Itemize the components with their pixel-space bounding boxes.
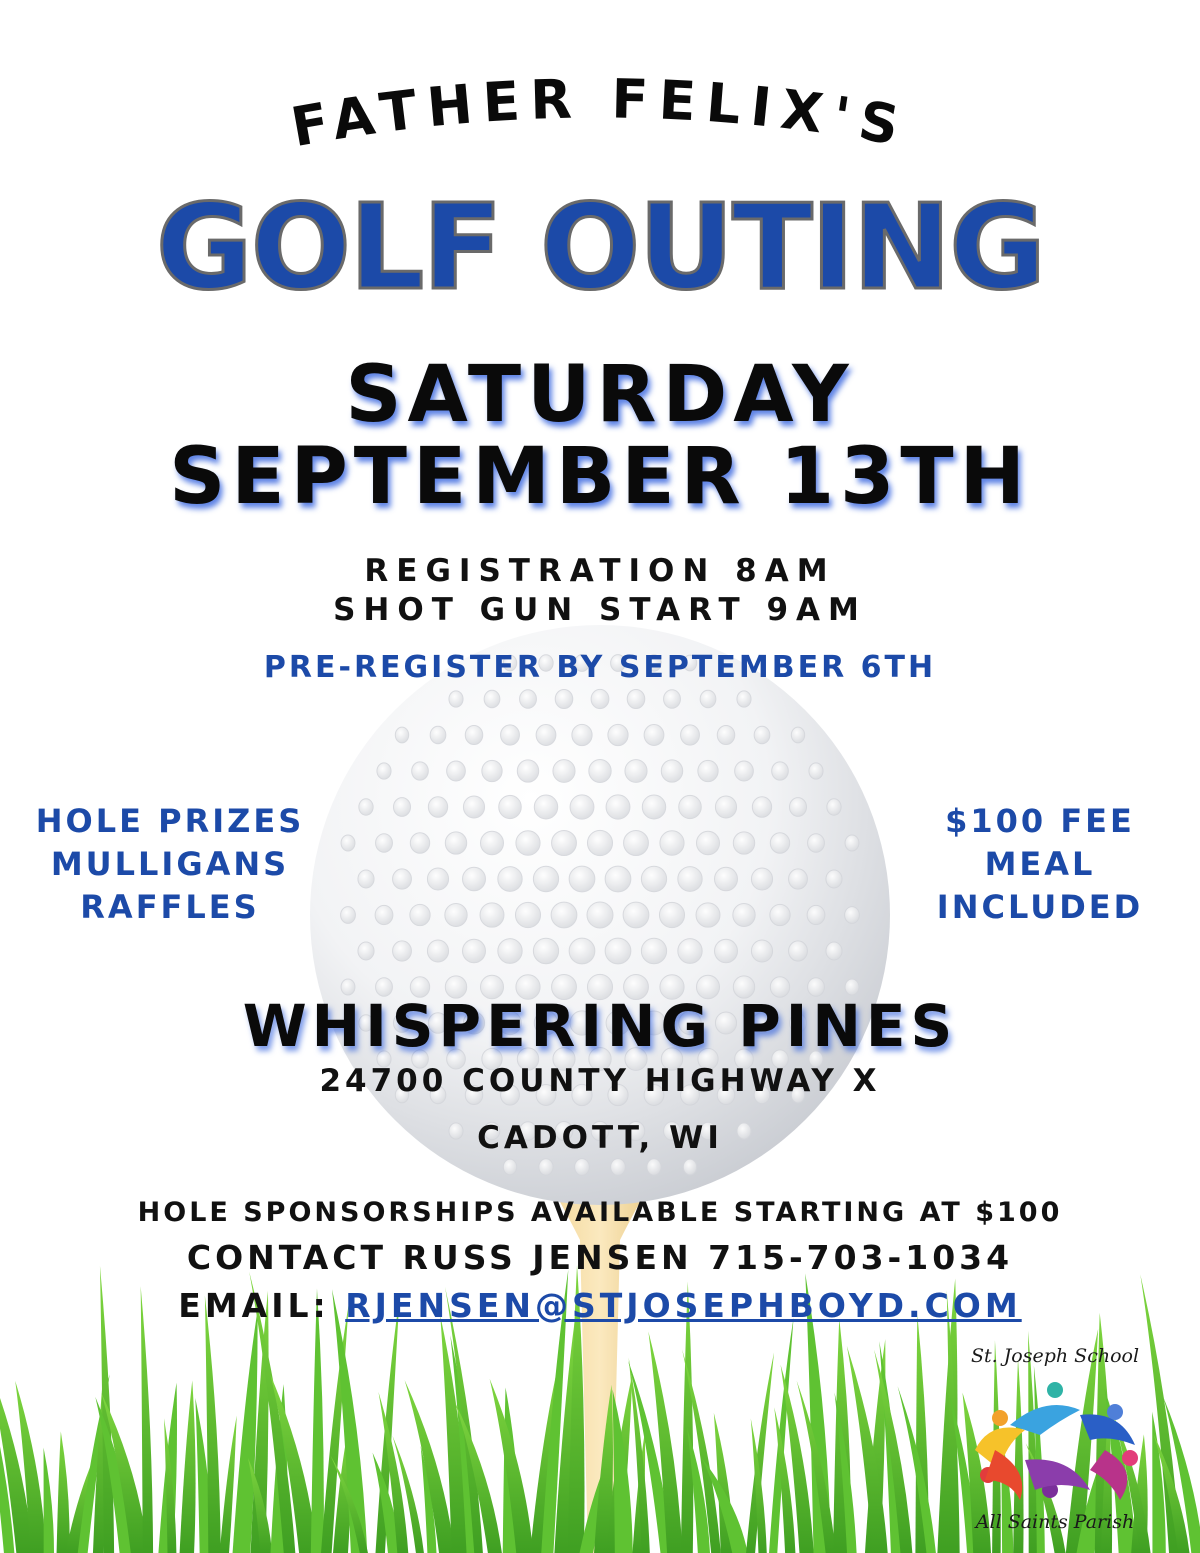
ball-dimple (679, 795, 702, 818)
ball-dimple (465, 725, 483, 744)
ball-dimple (358, 870, 374, 888)
ball-dimple (445, 903, 467, 926)
ball-dimple (770, 904, 790, 925)
ball-dimple (642, 795, 665, 819)
ball-dimple (484, 690, 500, 708)
ball-dimple (733, 903, 755, 926)
svg-text:FATHER FELIX'S: FATHER FELIX'S (286, 67, 914, 160)
grass-blade (311, 1289, 324, 1553)
venue-address: 24700 COUNTY HIGHWAY X (319, 1063, 881, 1099)
ball-dimple (445, 832, 466, 854)
ball-dimple (664, 690, 681, 709)
ball-dimple (376, 834, 393, 853)
ball-dimple (678, 867, 702, 892)
ball-dimple (696, 903, 720, 927)
ball-dimple (503, 1159, 516, 1175)
ball-dimple (393, 941, 412, 961)
ball-dimple (737, 691, 751, 707)
ball-dimple (735, 761, 754, 781)
ball-dimple (589, 759, 611, 782)
grass-blade (180, 1381, 196, 1553)
ball-dimple (410, 833, 429, 854)
ball-dimple (751, 940, 772, 962)
ball-dimple (552, 830, 577, 855)
ball-dimple (463, 796, 484, 818)
ball-dimple (480, 903, 504, 927)
school-logo (930, 1340, 1180, 1540)
fee-amount: $100 FEE (945, 802, 1135, 840)
ball-dimple (498, 867, 522, 892)
ball-dimple (587, 902, 613, 928)
grass-blade (57, 1431, 70, 1553)
email-link[interactable]: RJENSEN@STJOSEPHBOYD.COM (345, 1286, 1022, 1325)
feature-hole-prizes: HOLE PRIZES (35, 802, 305, 840)
ball-dimple (644, 725, 664, 746)
ball-dimple (751, 868, 772, 890)
features-left-list (0, 800, 340, 929)
ball-dimple (539, 1159, 553, 1175)
ball-dimple (341, 907, 356, 924)
ball-dimple (789, 941, 808, 961)
ball-dimple (555, 689, 573, 708)
logo-people-icon (975, 1382, 1138, 1500)
ball-dimple (428, 797, 447, 818)
ball-dimple (770, 833, 789, 854)
ball-dimple (659, 902, 684, 927)
ball-dimple (393, 798, 410, 817)
ball-dimple (625, 760, 647, 783)
ball-dimple (536, 725, 556, 746)
ball-dimple (359, 799, 373, 815)
ball-dimple (696, 831, 719, 855)
ball-dimple (647, 1159, 661, 1175)
ball-dimple (606, 795, 630, 819)
ball-dimple (410, 904, 430, 925)
ball-dimple (515, 902, 540, 927)
svg-text:St. Joseph School: St. Joseph School (970, 1345, 1140, 1367)
ball-dimple (809, 763, 823, 779)
ball-dimple (482, 760, 502, 781)
ball-dimple (499, 795, 522, 818)
ball-dimple (624, 830, 649, 855)
ball-dimple (534, 795, 557, 819)
fee-meal: MEAL (984, 845, 1096, 883)
ball-dimple (551, 902, 577, 928)
email-row (0, 1286, 1200, 1325)
email-label: EMAIL: (178, 1286, 330, 1325)
ball-dimple (717, 725, 735, 744)
ball-dimple (572, 724, 592, 745)
event-title: GOLF OUTING (155, 178, 1045, 316)
feature-mulligans: MULLIGANS (50, 845, 290, 883)
ball-dimple (553, 760, 575, 783)
grass-blade (44, 1448, 54, 1553)
ball-dimple (808, 834, 825, 853)
ball-dimple (533, 938, 558, 963)
ball-dimple (447, 761, 466, 781)
sponsorship-info: HOLE SPONSORSHIPS AVAILABLE STARTING AT $100 (137, 1197, 1063, 1228)
ball-dimple (789, 798, 806, 817)
event-day: SATURDAY (345, 350, 855, 440)
ball-dimple (700, 690, 716, 708)
ball-dimple (520, 690, 537, 709)
ball-dimple (516, 831, 540, 856)
ball-dimple (449, 691, 463, 707)
registration-time: REGISTRATION 8AM (364, 553, 836, 589)
feature-raffles: RAFFLES (80, 888, 260, 926)
ball-dimple (789, 869, 808, 889)
ball-dimple (827, 799, 841, 815)
ball-dimple (608, 724, 628, 745)
fee-included: INCLUDED (936, 888, 1144, 926)
ball-dimple (569, 866, 595, 892)
grass-blade (648, 1331, 682, 1553)
ball-dimple (575, 1159, 590, 1176)
ball-dimple (611, 1159, 626, 1176)
ball-dimple (517, 760, 538, 782)
ball-dimple (375, 905, 393, 924)
preregister-deadline: PRE-REGISTER BY SEPTEMBER 6TH (263, 650, 937, 685)
ball-dimple (715, 867, 738, 891)
ball-dimple (569, 938, 595, 964)
ball-dimple (501, 725, 520, 745)
ball-dimple (681, 725, 700, 745)
contact-info: CONTACT RUSS JENSEN 715-703-1034 (186, 1238, 1014, 1277)
ball-dimple (627, 689, 645, 708)
ball-dimple (430, 726, 446, 744)
ball-dimple (845, 835, 859, 851)
ball-dimple (393, 869, 412, 889)
ball-dimple (660, 831, 684, 856)
start-time: SHOT GUN START 9AM (333, 592, 867, 628)
ball-dimple (683, 1159, 696, 1175)
svg-text:All Saints Parish: All Saints Parish (975, 1511, 1135, 1533)
ball-dimple (570, 795, 594, 819)
ball-dimple (826, 942, 842, 960)
ball-dimple (463, 867, 486, 891)
ball-dimple (427, 940, 448, 962)
ball-dimple (641, 938, 666, 963)
ball-dimple (587, 830, 612, 855)
venue-name: WHISPERING PINES (242, 992, 958, 1060)
ball-dimple (341, 835, 355, 851)
ball-dimple (754, 726, 770, 744)
ball-dimple (715, 939, 738, 963)
ball-dimple (698, 760, 718, 781)
event-date: SEPTEMBER 13TH (169, 432, 1031, 522)
ball-dimple (591, 689, 609, 708)
ball-dimple (377, 763, 391, 779)
ball-dimple (498, 939, 522, 964)
ball-dimple (807, 905, 825, 924)
ball-dimple (605, 938, 631, 964)
ball-dimple (772, 762, 789, 780)
ball-dimple (845, 907, 860, 924)
ball-dimple (715, 796, 736, 818)
ball-dimple (358, 942, 374, 960)
ball-dimple (678, 939, 702, 964)
ball-dimple (826, 870, 842, 888)
ball-dimple (395, 727, 408, 743)
features-right-list (870, 800, 1200, 929)
ball-dimple (623, 902, 649, 928)
venue-city: CADOTT, WI (477, 1120, 723, 1156)
ball-dimple (412, 762, 429, 780)
grass-blade (141, 1286, 153, 1553)
ball-dimple (480, 831, 503, 855)
ball-dimple (752, 797, 771, 818)
ball-dimple (427, 868, 448, 890)
ball-dimple (605, 866, 631, 892)
ball-dimple (641, 866, 666, 891)
arched-title (0, 40, 1200, 180)
ball-dimple (791, 727, 804, 743)
ball-dimple (463, 939, 486, 963)
ball-dimple (533, 866, 558, 891)
ball-dimple (661, 760, 682, 782)
ball-dimple (733, 832, 754, 854)
